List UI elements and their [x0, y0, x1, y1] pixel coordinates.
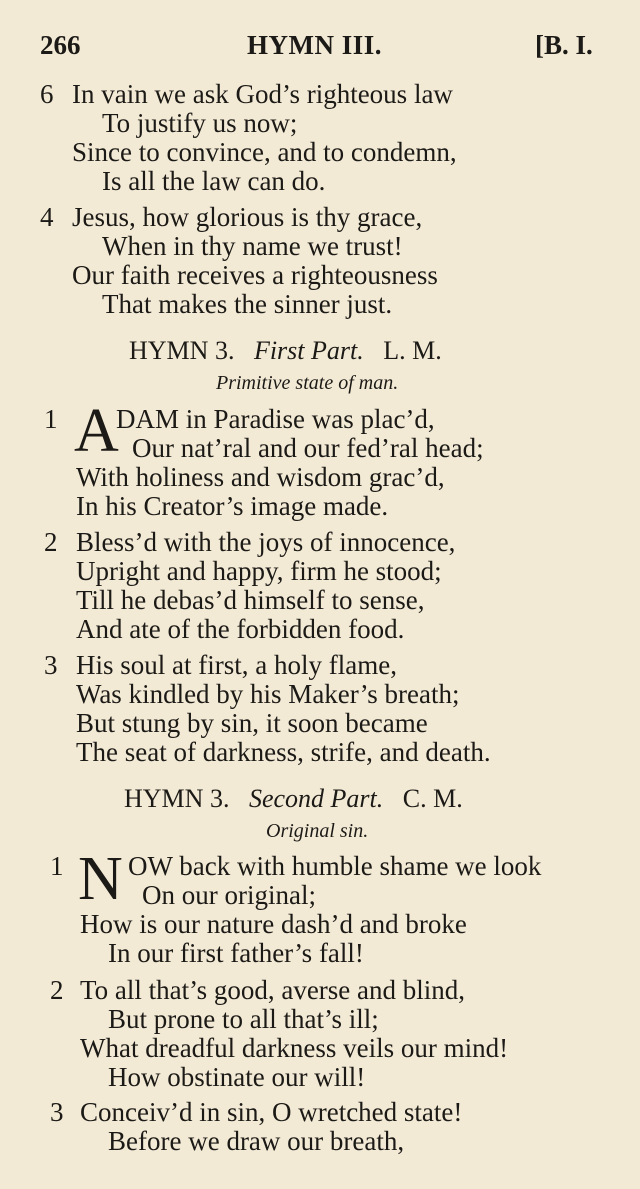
hymn-number: HYMN 3. — [124, 784, 230, 813]
verse-line: Is all the law can do. — [102, 166, 326, 196]
verse-line: DAM in Paradise was plac’d, — [116, 404, 435, 434]
stanza-number: 1 — [50, 851, 64, 881]
verse-line: But stung by sin, it soon became — [76, 708, 428, 738]
verse-line: With holiness and wisdom grac’d, — [76, 462, 445, 492]
verse-line: To justify us now; — [102, 108, 298, 138]
verse-line: His soul at first, a holy flame, — [76, 650, 397, 680]
stanza-number: 1 — [44, 404, 58, 434]
verse-line: And ate of the forbidden food. — [76, 614, 405, 644]
stanza-number: 2 — [44, 527, 58, 557]
drop-cap: A — [74, 397, 119, 465]
verse-line: Was kindled by his Maker’s breath; — [76, 679, 460, 709]
verse-line: In our first father’s fall! — [108, 938, 364, 968]
hymn-part: Second Part. — [248, 784, 384, 813]
hymn-subtitle: Original sin. — [266, 820, 369, 842]
hymn-subtitle: Primitive state of man. — [216, 372, 399, 394]
verse-line: How obstinate our will! — [108, 1062, 366, 1092]
verse-line: Jesus, how glorious is thy grace, — [72, 202, 423, 232]
hymn-number: HYMN 3. — [129, 336, 235, 365]
verse-line: To all that’s good, averse and blind, — [80, 975, 466, 1005]
hymn-heading-second-part — [124, 784, 463, 814]
verse-line: But prone to all that’s ill; — [108, 1004, 379, 1034]
hymn-meter: C. M. — [402, 784, 463, 813]
hymn-heading-first-part — [129, 336, 442, 366]
verse-line: How is our nature dash’d and broke — [80, 909, 467, 939]
stanza-number: 3 — [44, 650, 58, 680]
verse-line: In his Creator’s image made. — [76, 491, 389, 521]
hymn-meter: L. M. — [383, 336, 442, 365]
stanza-number: 4 — [40, 202, 54, 232]
book-reference: [B. I. — [535, 30, 593, 60]
verse-line: Till he debas’d himself to sense, — [76, 585, 425, 615]
hymn-part: First Part. — [253, 336, 364, 365]
page-number: 266 — [40, 30, 81, 60]
verse-line: OW back with humble shame we look — [128, 851, 542, 881]
running-title: HYMN III. — [247, 30, 383, 60]
stanza-number: 6 — [40, 79, 54, 109]
stanza-number: 3 — [50, 1097, 64, 1127]
verse-line: Before we draw our breath, — [108, 1126, 405, 1156]
stanza-number: 2 — [50, 975, 64, 1005]
verse-line: Our faith receives a righteousness — [72, 260, 438, 290]
drop-cap: N — [78, 845, 123, 913]
verse-line: When in thy name we trust! — [102, 231, 403, 261]
verse-line: Our nat’ral and our fed’ral head; — [132, 433, 484, 463]
verse-line: The seat of darkness, strife, and death. — [76, 737, 491, 767]
verse-line: Bless’d with the joys of innocence, — [76, 527, 456, 557]
verse-line: In vain we ask God’s righteous law — [72, 79, 453, 109]
verse-line: Upright and happy, firm he stood; — [76, 556, 442, 586]
verse-line: Since to convince, and to condemn, — [72, 137, 457, 167]
verse-line: On our original; — [142, 880, 316, 910]
verse-line: That makes the sinner just. — [102, 289, 393, 319]
verse-line: What dreadful darkness veils our mind! — [80, 1033, 509, 1063]
verse-line: Conceiv’d in sin, O wretched state! — [80, 1097, 463, 1127]
